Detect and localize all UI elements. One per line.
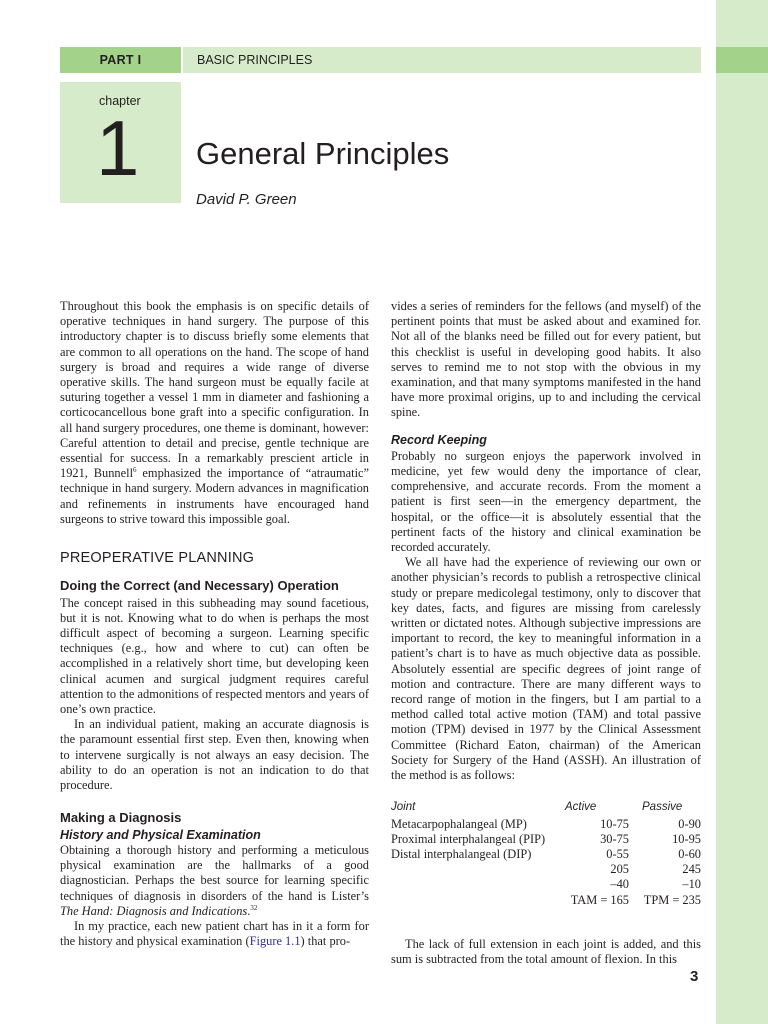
subsubheading-history-exam: History and Physical Examination (60, 827, 261, 842)
chapter-word: chapter (99, 94, 141, 108)
diagnosis-text-c: In my practice, each new patient chart has in it a form for the history and physical examination ( (60, 918, 369, 949)
table-cell (391, 862, 565, 877)
subheading-record-keeping: Record Keeping (391, 432, 487, 447)
reference-superscript: 32 (250, 903, 258, 912)
side-color-strip (716, 0, 768, 1024)
table-cell (391, 893, 565, 908)
record-paragraph-2: We all have had the experience of reviewing our own or another physician’s records to publish a retrospective clinical study or prepare medicolegal testimony, only to discover that key dates, facts, and figures are missing from carelessly written or dictated notes. Although subjective impressions are important to record, the key to meaningful information in a patient’s chart is to have as much objective data as possible. Absolutely essential are specific degrees of joint range of motion and contracture. There are many different ways to record range of motion in the fingers, but I am partial to a method called total active motion (TAM) and total passive motion (TPM) devised in 1977 by the Clinical Assessment Committee (Richard Eaton, chairman) of the American Society for Surgery of the Hand (ASSH). An illustration of the method is as follows: (391, 555, 701, 783)
diagnosis-text-a: Obtaining a thorough history and performing a meticulous physical examination are the hallmarks of a good diagnostician. Perhaps the best source for learning specific techniques of diagnosis in disorders of the hand is Lister’s (60, 842, 369, 903)
subheading-doing-operation: Doing the Correct (and Necessary) Operation (60, 578, 339, 594)
column-header-active: Active (565, 801, 597, 814)
table-cell: 0-55 (606, 846, 629, 861)
intro-text-b: emphasized the importance of “atraumatic” technique in hand surgery. Modern advances in magnification and refinements in instruments have encouraged hand surgeons to strive toward this impossible goal. (60, 466, 370, 526)
chapter-number: 1 (96, 104, 140, 192)
left-column (60, 299, 369, 949)
table-cell: 10-95 (672, 831, 701, 846)
continued-paragraph: vides a series of reminders for the fellows (and myself) of the pertinent points that must be asked about and examined for. Not all of the blanks need be filled out for every patient, but this checklist is useful in developing good habits. It also serves to remind me to not stop with the obvious in my examination, and that many symptoms manifested in the hand have more proximal origins, up to and including the cervical spine. (391, 299, 701, 420)
table-cell: 245 (682, 862, 701, 877)
table-cell: Distal interphalangeal (DIP) (391, 846, 532, 861)
section-heading: PREOPERATIVE PLANNING (60, 550, 255, 567)
table-cell: 10-75 (600, 816, 629, 831)
table-cell: 30-75 (600, 831, 629, 846)
diagnosis-paragraph-2 (60, 919, 369, 949)
side-color-tab (716, 47, 768, 73)
column-header-passive: Passive (642, 801, 683, 814)
table-cell: Proximal interphalangeal (PIP) (391, 831, 546, 846)
diagnosis-paragraph-1 (60, 843, 369, 919)
table-cell (391, 877, 565, 892)
chapter-title: General Principles (196, 136, 450, 171)
table-cell: –10 (682, 877, 701, 892)
figure-link[interactable]: Figure 1.1 (249, 934, 301, 949)
range-of-motion-table (391, 800, 701, 907)
table-header-row (391, 800, 701, 816)
subheading-making-diagnosis: Making a Diagnosis (60, 810, 182, 826)
table-cell: 0-90 (678, 816, 701, 831)
record-paragraph-1: Probably no surgeon enjoys the paperwork involved in medicine, yet few would deny the importance of clear, comprehensive, and accurate records. From the moment a patient is first seen—in the emergency department, the hospital, or the office—it is absolutely essential that the pertinent facts of the history and clinical examination be recorded accurately. (391, 448, 701, 555)
reference-superscript: 6 (133, 466, 137, 475)
table-row (391, 847, 701, 862)
table-cell: Metacarpophalangeal (MP) (391, 816, 527, 831)
table-row (391, 862, 701, 877)
table-cell: 205 (610, 862, 629, 877)
part-label: PART I (60, 47, 181, 73)
table-cell: TPM = 235 (643, 892, 701, 907)
table-cell: –40 (610, 877, 629, 892)
after-table-paragraph: The lack of full extension in each joint is added, and this sum is subtracted from the total amount of flexion. In this (391, 936, 701, 966)
book-title: The Hand: Diagnosis and Indications (60, 903, 248, 918)
table-row (391, 877, 701, 892)
table-row (391, 893, 701, 908)
diagnosis-text-b: . (247, 903, 251, 918)
diagnosis-text-d: ) that pro- (300, 934, 351, 949)
intro-text-a: Throughout this book the emphasis is on specific details of operative techniques in hand surgery. The purpose of this introductory chapter is to discuss briefly some elements that are common to all operations on the hand. The scope of hand surgery is broad and requires a wide range of diverse operative skills. The hand surgeon must be equally facile at suturing together a vessel 1 mm in diameter and fashioning a corticocancellous bone graft into a specific configuration. In all hand surgery procedures, one theme is dominant, however: Careful attention to detail and precise, gentle technique are essential for success. In a remarkably prescient article in 1921, Bunnell (60, 299, 369, 481)
doing-paragraph-2: In an individual patient, making an accurate diagnosis is the paramount essential first step. Even then, knowing when to intervene surgically is not always an easy decision. The ability to do an operation is not an indication to do that procedure. (60, 717, 369, 792)
part-title: BASIC PRINCIPLES (183, 47, 701, 73)
intro-paragraph (60, 299, 369, 527)
author-name: David P. Green (196, 191, 297, 208)
page-number: 3 (690, 968, 699, 985)
right-column (391, 299, 701, 967)
table-cell: 0-60 (678, 846, 701, 861)
table-row (391, 817, 701, 832)
table-row (391, 832, 701, 847)
doing-paragraph-1: The concept raised in this subheading may sound facetious, but it is not. Knowing what to do when is perhaps the most difficult aspect of becoming a surgeon. Learning specific techniques (e.g., how and where to cut) can often be accomplished in a relatively short time, but developing keen clinical acumen and surgical judgment requires careful attention to the admonitions of respected mentors and years of one’s own practice. (60, 595, 369, 716)
table-cell: TAM = 165 (570, 892, 629, 907)
column-header-joint: Joint (391, 801, 416, 814)
